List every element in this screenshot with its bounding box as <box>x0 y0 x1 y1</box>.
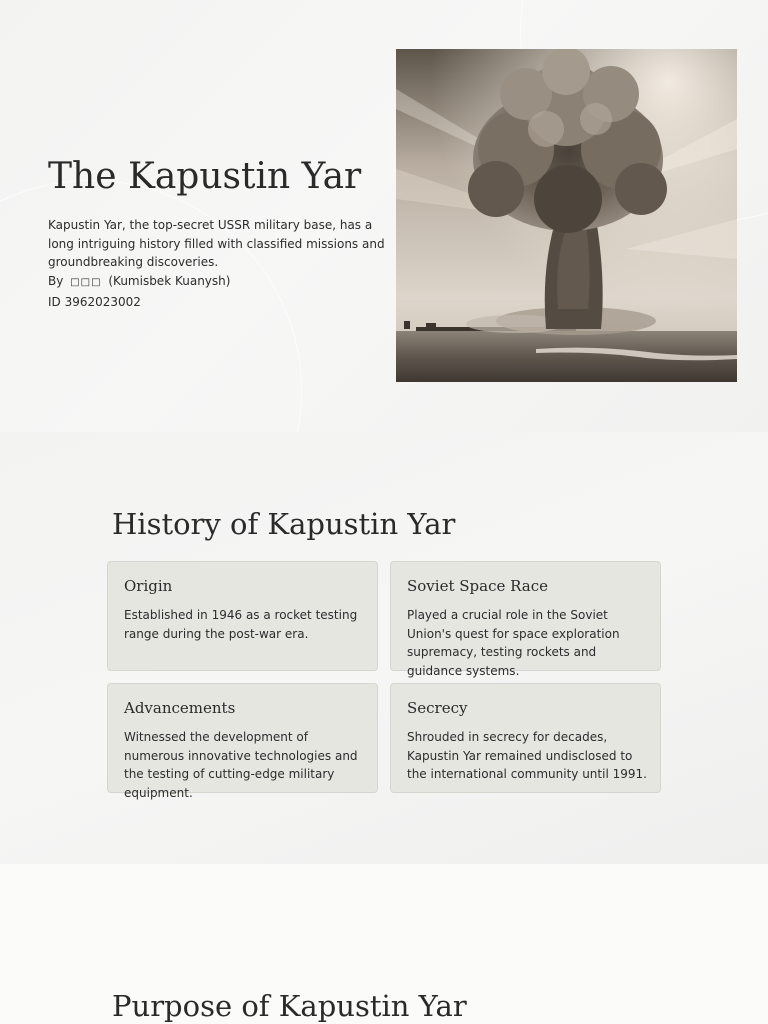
history-card-secrecy <box>390 683 661 793</box>
history-slide <box>0 432 768 864</box>
card-text: Played a crucial role in the Soviet Union's quest for space exploration supremacy, testing rockets and guidance systems. <box>407 608 620 679</box>
title-slide <box>0 0 768 432</box>
card-heading: Advancements <box>124 699 236 717</box>
author-prefix: By <box>48 274 64 289</box>
author-line <box>48 272 396 293</box>
card-text: Shrouded in secrecy for decades, Kapustin Yar remained undisclosed to the international community until 1991. <box>407 730 647 782</box>
hero-explosion-image <box>396 49 737 382</box>
author-name: (Kumisbek Kuanysh) <box>108 274 231 289</box>
card-text: Established in 1946 as a rocket testing range during the post-war era. <box>124 608 358 641</box>
purpose-slide <box>0 864 768 1024</box>
author-glyph-boxes: □□□ <box>70 277 102 289</box>
card-heading: Soviet Space Race <box>407 577 548 595</box>
student-id: ID 3962023002 <box>48 294 141 309</box>
purpose-title: Purpose of Kapustin Yar <box>112 989 467 1023</box>
page-title: The Kapustin Yar <box>48 156 362 197</box>
card-heading: Origin <box>124 577 173 595</box>
intro-description: Kapustin Yar, the top-secret USSR military base, has a long intriguing history filled with classified missions and groundbreaking discoveries. <box>48 218 385 270</box>
history-title: History of Kapustin Yar <box>112 507 456 541</box>
history-card-advancements <box>107 683 378 801</box>
card-heading: Secrecy <box>407 699 468 717</box>
history-card-space-race <box>390 561 661 679</box>
card-text: Witnessed the development of numerous innovative technologies and the testing of cutting-edge military equipment. <box>124 730 358 801</box>
intro-text-block <box>48 216 396 312</box>
history-card-origin <box>107 561 378 671</box>
